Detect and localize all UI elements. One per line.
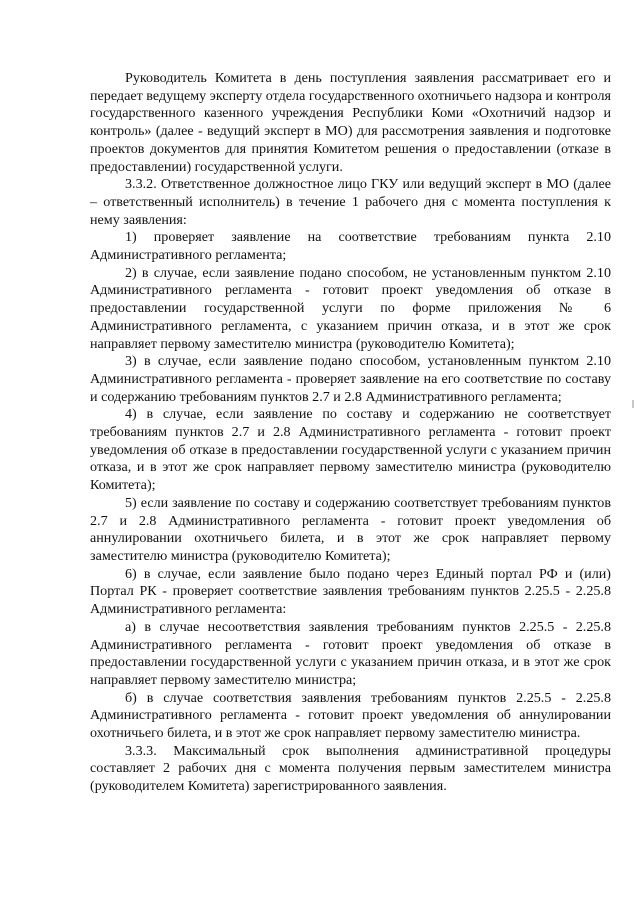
document-page <box>90 70 611 796</box>
scan-artifact <box>632 400 634 408</box>
paragraph-intro: Руководитель Комитета в день поступления заявления рассматривает его и передает ведущему эксперту отдела государственного охотничьего надзора и контроля государственного казенного учреждения Республики Коми «Охотничий надзор и контроль» (далее - ведущий эксперт в МО) для рассмотрения заявления и подготовке проектов документов для принятия Комитетом решения о предоставлении (отказе в предоставлении) государственной услуги. <box>90 70 611 175</box>
paragraph-item-3: 3) в случае, если заявление подано способом, установленным пунктом 2.10 Административного регламента - проверяет заявление на его соответствие по составу и содержанию требованиям пунктов 2.7 и 2.8 Административного регламента; <box>90 353 611 405</box>
paragraph-3-3-2: 3.3.2. Ответственное должностное лицо ГКУ или ведущий эксперт в МО (далее – ответственный исполнитель) в течение 1 рабочего дня с момента поступления к нему заявления: <box>90 176 611 228</box>
paragraph-item-2: 2) в случае, если заявление подано способом, не установленным пунктом 2.10 Административного регламента - готовит проект уведомления об отказе в предоставлении государственной услуги по форме приложения № 6 Административного регламента, с указанием причин отказа, и в этот же срок направляет первому заместителю министра (руководителю Комитета); <box>90 264 611 352</box>
paragraph-item-4: 4) в случае, если заявление по составу и содержанию не соответствует требованиям пунктов 2.7 и 2.8 Административного регламента - готовит проект уведомления об отказе в предоставлении государственной услуги с указанием причин отказа, и в этот же срок направляет первому заместителю министра (руководителю Комитета); <box>90 406 611 494</box>
paragraph-item-6a: а) в случае несоответствия заявления требованиям пунктов 2.25.5 - 2.25.8 Административного регламента - готовит проект уведомления об отказе в предоставлении государственной услуги с указанием причин отказа, и в этот же срок направляет первому заместителю министра; <box>90 618 611 688</box>
paragraph-item-6: 6) в случае, если заявление было подано через Единый портал РФ и (или) Портал РК - проверяет соответствие заявления требованиям пунктов 2.25.5 - 2.25.8 Административного регламента: <box>90 565 611 618</box>
paragraph-item-1: 1) проверяет заявление на соответствие требованиям пункта 2.10 Административного регламента; <box>90 229 611 264</box>
paragraph-3-3-3: 3.3.3. Максимальный срок выполнения административной процедуры составляет 2 рабочих дня с момента получения первым заместителем министра (руководителем Комитета) зарегистрированного заявления. <box>90 742 611 795</box>
paragraph-item-5: 5) если заявление по составу и содержанию соответствует требованиям пунктов 2.7 и 2.8 Административного регламента - готовит проект уведомления об аннулировании охотничьего билета, и в этот же срок направляет первому заместителю министра (руководителю Комитета); <box>90 494 611 564</box>
paragraph-item-6b: б) в случае соответствия заявления требованиям пунктов 2.25.5 - 2.25.8 Административного регламента - готовит проект уведомления об аннулировании охотничьего билета, и в этот же срок направляет первому заместителю министра. <box>90 689 611 742</box>
